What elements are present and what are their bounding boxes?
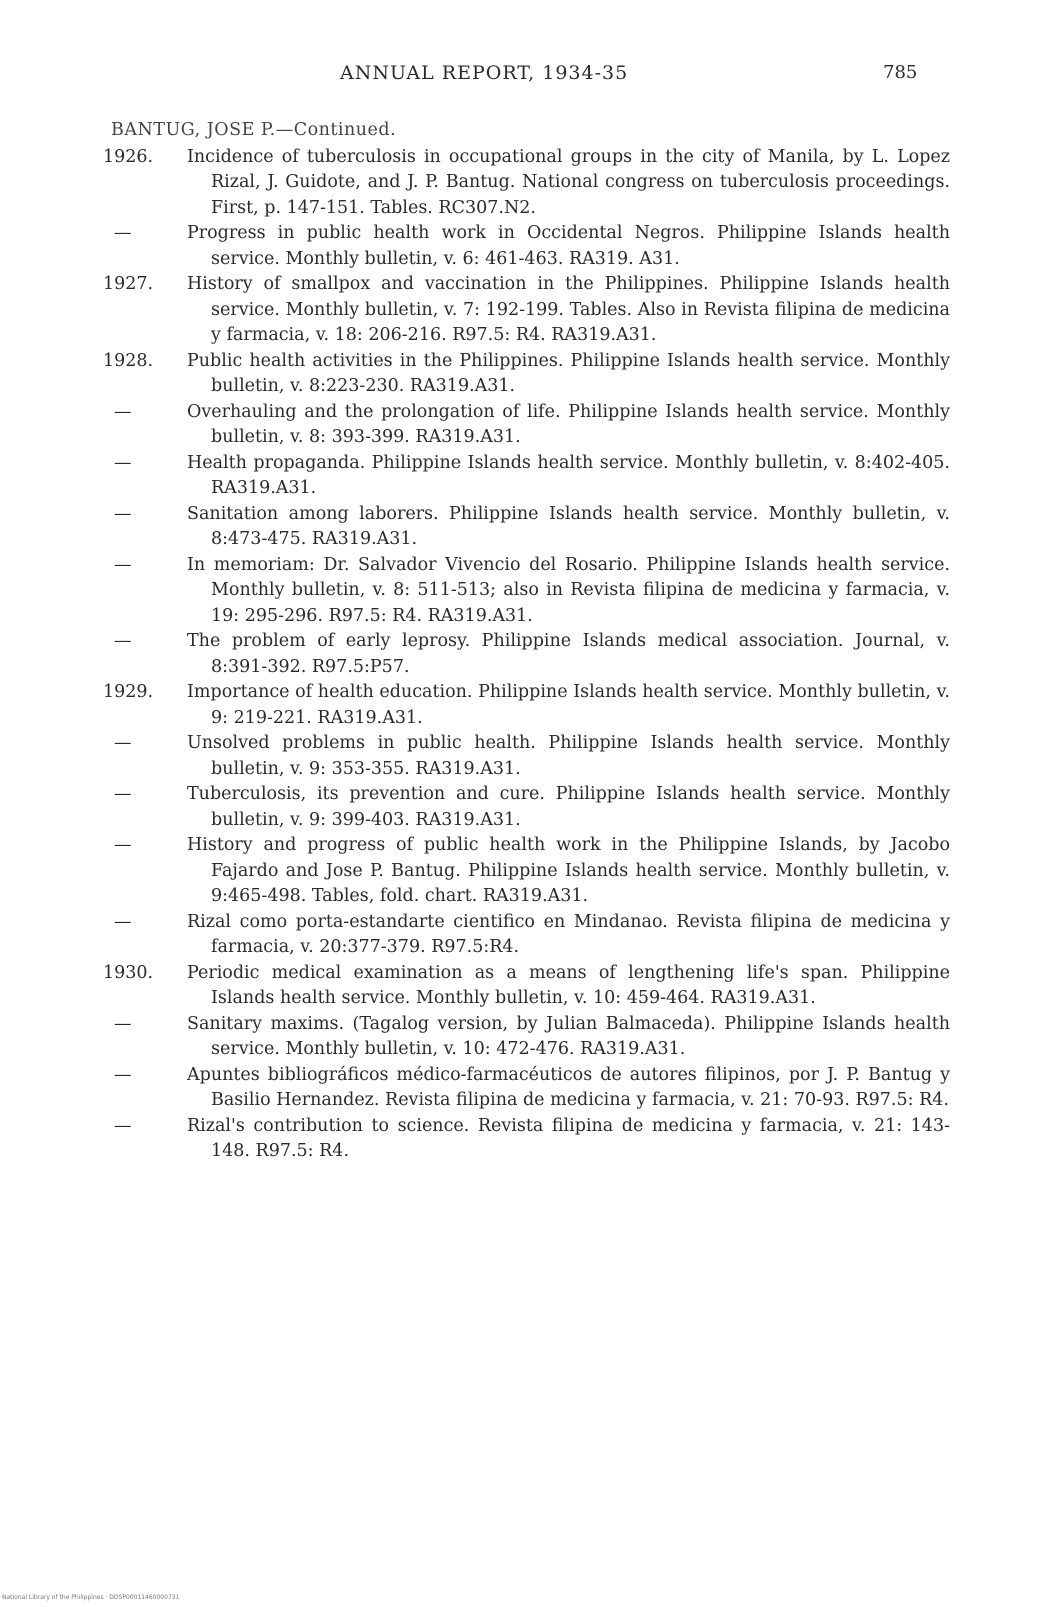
ditto-dash: — xyxy=(114,911,132,932)
entries-container xyxy=(0,145,1038,1165)
bibliography-entry xyxy=(0,272,950,349)
bibliography-entry xyxy=(0,1063,950,1114)
bibliography-entry xyxy=(0,349,950,400)
entry-text: Progress in public health work in Occidental Negros. Philippine Islands health service. Monthly bulletin, v. 6: 461-463. RA319. A31. xyxy=(187,223,950,269)
entry-text: The problem of early leprosy. Philippine Islands medical association. Journal, v. 8:391-392. R97.5:P57. xyxy=(187,631,950,677)
entry-text: Health propaganda. Philippine Islands health service. Monthly bulletin, v. 8:402-405. RA319.A31. xyxy=(187,452,950,498)
ditto-dash: — xyxy=(114,223,132,243)
page-header xyxy=(0,62,1038,96)
ditto-dash: — xyxy=(114,733,132,753)
bibliography-entry xyxy=(0,400,950,451)
entry-text: Tuberculosis, its prevention and cure. Philippine Islands health service. Monthly bulletin, v. 9: 399-403. RA319.A31. xyxy=(187,784,950,830)
entry-year: 1928. xyxy=(103,350,154,371)
ditto-dash: — xyxy=(114,401,132,422)
running-title: ANNUAL REPORT, 1934-35 xyxy=(340,62,629,84)
ditto-dash: — xyxy=(114,784,132,804)
ditto-dash: — xyxy=(114,631,132,651)
entry-text: Periodic medical examination as a means of lengthening life's span. Philippine Islands health service. Monthly bulletin, v. 10: 459-464. RA319.A31. xyxy=(187,962,950,1008)
bibliography-entry xyxy=(0,1012,950,1063)
entry-year: 1929. xyxy=(103,682,154,702)
entry-text: Sanitary maxims. (Tagalog version, by Julian Balmaceda). Philippine Islands health service. Monthly bulletin, v. 10: 472-476. RA319.A31. xyxy=(187,1013,950,1059)
bibliography-entry xyxy=(0,451,950,502)
entry-text: History of smallpox and vaccination in the Philippines. Philippine Islands health service. Monthly bulletin, v. 7: 192-199. Tables. Also in Revista filipina de medicina y farmacia, v. 18: 206-216. R97.5: R4. RA319.A31. xyxy=(187,274,950,345)
author-heading: BANTUG, JOSE P.—Continued. xyxy=(111,120,397,140)
bibliography-entry xyxy=(0,553,950,630)
bibliography-entry xyxy=(0,782,950,833)
entry-text: Sanitation among laborers. Philippine Islands health service. Monthly bulletin, v. 8:473-475. RA319.A31. xyxy=(187,503,950,549)
bibliography-entry xyxy=(0,910,950,961)
bibliography-entry xyxy=(0,502,950,553)
entry-text: Unsolved problems in public health. Philippine Islands health service. Monthly bulletin, v. 9: 353-355. RA319.A31. xyxy=(187,733,950,779)
entry-year: 1930. xyxy=(103,962,154,983)
entry-text: Public health activities in the Philippines. Philippine Islands health service. Monthly bulletin, v. 8:223-230. RA319.A31. xyxy=(187,350,950,396)
bibliography-entry xyxy=(0,961,950,1012)
entry-text: Overhauling and the prolongation of life. Philippine Islands health service. Monthly bulletin, v. 8: 393-399. RA319.A31. xyxy=(187,401,950,447)
bibliography-entry xyxy=(0,145,950,222)
ditto-dash: — xyxy=(114,1013,132,1034)
page-number: 785 xyxy=(883,62,918,83)
entry-text: In memoriam: Dr. Salvador Vivencio del Rosario. Philippine Islands health service. Monthly bulletin, v. 8: 511-513; also in Revista filipina de medicina y farmacia, v. 19: 295-296. R97.5: R4. RA319.A31. xyxy=(187,554,950,626)
entry-text: Apuntes bibliográficos médico-farmacéuticos de autores filipinos, por J. P. Bantug y Basilio Hernandez. Revista filipina de medicina y farmacia, v. 21: 70-93. R97.5: R4. xyxy=(187,1064,950,1110)
ditto-dash: — xyxy=(114,835,132,855)
ditto-dash: — xyxy=(114,452,132,473)
entry-text: Importance of health education. Philippine Islands health service. Monthly bulletin, v. 9: 219-221. RA319.A31. xyxy=(187,682,950,728)
bibliography-entry xyxy=(0,221,950,272)
entry-year: 1926. xyxy=(103,146,154,167)
bibliography-entry xyxy=(0,731,950,782)
digitization-credit: National Library of the Philippines · DDSP00011460000731 xyxy=(2,1594,180,1601)
ditto-dash: — xyxy=(114,554,132,575)
bibliography-entry xyxy=(0,629,950,680)
bibliography-list xyxy=(0,118,1038,1165)
bibliography-entry xyxy=(0,1114,950,1165)
ditto-dash: — xyxy=(114,1115,132,1136)
entry-year: 1927. xyxy=(103,274,154,294)
entry-text: Rizal's contribution to science. Revista filipina de medicina y farmacia, v. 21: 143-148. R97.5: R4. xyxy=(187,1115,950,1161)
bibliography-entry xyxy=(0,833,950,910)
ditto-dash: — xyxy=(114,503,132,524)
ditto-dash: — xyxy=(114,1064,132,1085)
entry-text: Incidence of tuberculosis in occupational groups in the city of Manila, by L. Lopez Rizal, J. Guidote, and J. P. Bantug. National congress on tuberculosis proceedings. First, p. 147-151. Tables. RC307.N2. xyxy=(187,146,950,218)
bibliography-entry xyxy=(0,680,950,731)
entry-text: Rizal como porta-estandarte cientifico en Mindanao. Revista filipina de medicina y farmacia, v. 20:377-379. R97.5:R4. xyxy=(187,911,950,957)
entry-text: History and progress of public health work in the Philippine Islands, by Jacobo Fajardo and Jose P. Bantug. Philippine Islands health service. Monthly bulletin, v. 9:465-498. Tables, fold. chart. RA319.A31. xyxy=(187,835,950,906)
